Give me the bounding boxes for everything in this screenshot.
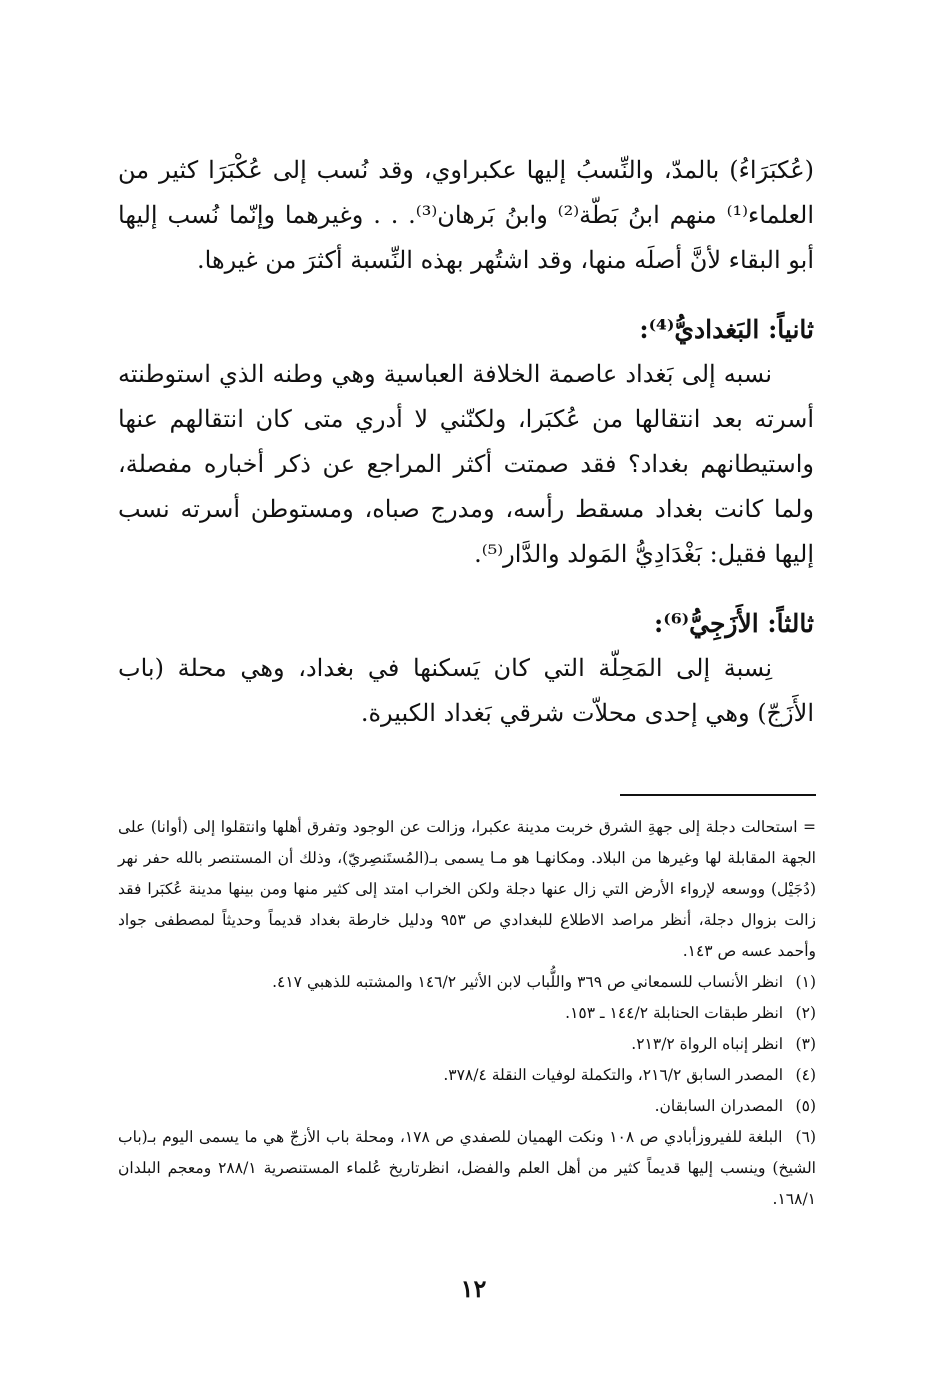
footnote-continuation: = استحالت دجلة إلى جهةِ الشرق خربت مدينة عكبرا، وزالت عن الوجود وتفرق أهلها وانتقلوا إلى (أوانا) على الجهة المقابلة لها وغيرها من البلاد. ومكانهـا هو مـا يسمى بـ(المُستَنصِريّ)، وذلك أن المستنصر بالله حفر نهر (دُجَيْل) ووسعه لإرواء الأرض التي زال عنها دجلة ولكن الخراب امتد إلى كثير منها ومن بينها مدينة عُكبَرا فقد زالت بزوال دجلة، أنظر مراصد الاطلاع للبغدادي ص ٩٥٣ ودليل خارطة بغداد قديماً وحديثاً لمصطفى جواد وأحمد عسه ص ١٤٣. bbox=[118, 818, 816, 960]
footnote-5 bbox=[118, 1091, 816, 1122]
heading-azaji: ثالثاً: الأَزَجِيُّ⁽⁶⁾: bbox=[654, 609, 814, 638]
paragraph-azaji: نِسبة إلى المَحِلّة التي كان يَسكنها في بغداد، وهي محلة (باب الأَزَجّ) وهي إحدى محلاّت شرقي بَغداد الكبيرة. bbox=[118, 654, 814, 727]
footnote-number: (١) bbox=[795, 973, 816, 991]
footnote-text: انظر الأنساب للسمعاني ص ٣٦٩ واللُّباب لابن الأثير ١٤٦/٢ والمشتبه للذهبي ٤١٧. bbox=[272, 973, 784, 991]
footnote-text: انظر إنباه الرواة ٢١٣/٢. bbox=[631, 1035, 784, 1053]
page-number: ١٢ bbox=[460, 1274, 487, 1303]
footnote-4 bbox=[118, 1060, 816, 1091]
footnote-text: انظر طبقات الحنابلة ١٤٤/٢ ـ ١٥٣. bbox=[565, 1004, 784, 1022]
main-text bbox=[118, 148, 814, 736]
heading-baghdadi: ثانياً: البَغداديُّ⁽⁴⁾: bbox=[639, 315, 814, 344]
footnote-2 bbox=[118, 998, 816, 1029]
footnote-1 bbox=[118, 967, 816, 998]
footnote-number: (٤) bbox=[795, 1066, 816, 1084]
paragraph-baghdadi: نسبه إلى بَغداد عاصمة الخلافة العباسية وهي وطنه الذي استوطنته أسرته بعد انتقالها من عُكبَرا، ولكنّني لا أدري متى كان انتقالهم عنها واستيطانهم بغداد؟ فقد صمتت أكثر المراجع عن ذكر أخباره مفصلة، ولما كانت بغداد مسقط رأسه، ومدرج صباه، ومستوطن أسرته نسب إليها فقيل: بَغْدَادِيُّ المَولد والدَّار⁽⁵⁾. bbox=[118, 360, 814, 568]
footnote-number: (٦) bbox=[795, 1128, 816, 1146]
footnote-number: (٥) bbox=[795, 1097, 816, 1115]
footnote-text: المصدران السابقان. bbox=[654, 1097, 784, 1115]
footnotes bbox=[118, 812, 816, 1215]
footnote-3 bbox=[118, 1029, 816, 1060]
footnote-6 bbox=[118, 1122, 816, 1215]
footnote-text: المصدر السابق ٢١٦/٢، والتكملة لوفيات النقلة ٣٧٨/٤. bbox=[443, 1066, 784, 1084]
footnote-number: (٢) bbox=[795, 1004, 816, 1022]
footnote-number: (٣) bbox=[795, 1035, 816, 1053]
footnote-divider bbox=[620, 794, 816, 796]
footnote-text: البلغة للفيروزأبادي ص ١٠٨ ونكت الهميان للصفدي ص ١٧٨، ومحلة باب الأزجّ هي ما يسمى اليوم بـ(باب الشيخ) وينسب إليها قديماً كثير من أهل العلم والفضل، انظرتاريخ عُلماء المستنصرية ٢٨٨/١ ومعجم البلدان ١٦٨/١. bbox=[118, 1128, 816, 1208]
paragraph-ukbara: (عُكبَرَاءُ) بالمدّ، والنِّسبُ إليها عكبراوي، وقد نُسب إلى عُكْبَرَا كثير من العلماء⁽¹⁾ منهم ابنُ بَطّة⁽²⁾ وابنُ بَرهان⁽³⁾. . . وغيرهما وإنّما نُسب إليها أبو البقاء لأنَّ أصلَه منها، وقد اشتُهر بهذه النِّسبة أكثرَ من غيرها. bbox=[118, 156, 814, 274]
